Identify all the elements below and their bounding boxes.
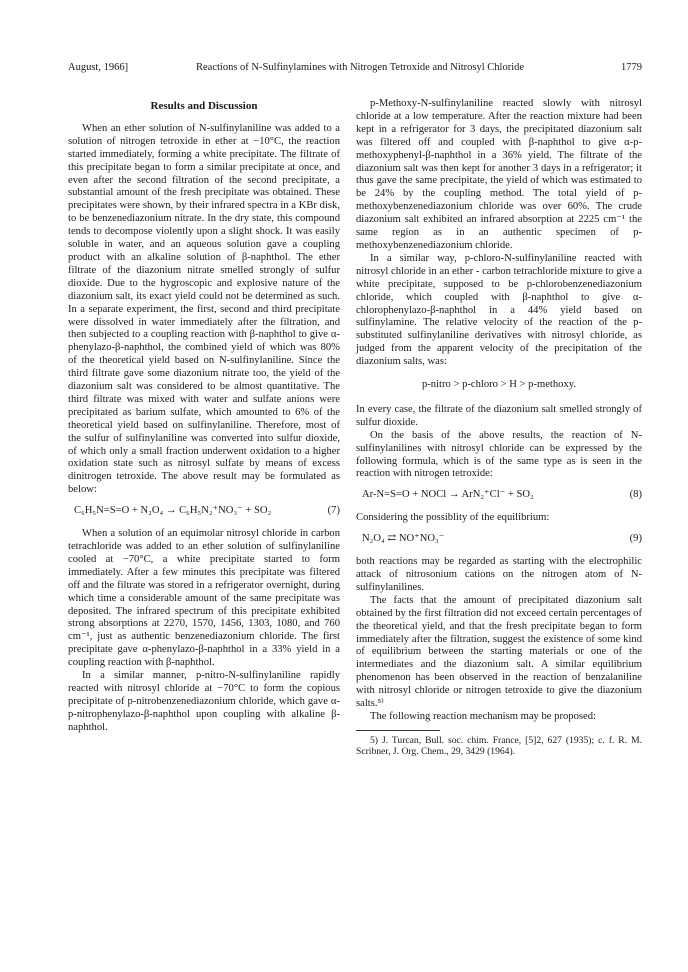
paragraph-electrophilic: both reactions may be regarded as starting with the electrophilic attack of nitrosonium cations on the nitrogen atom of N-sulfinylanilines.: [356, 556, 642, 593]
paragraph-p-chloro: In a similar way, p-chloro-N-sulfinylaniline reacted with nitrosyl chloride in an ether - carbon tetrachloride mixture to give a white precipitate, supposed to be p-chlorobenzenediazonium chloride, which coupled with β-naphthol to give α-chlorophenylazo-β-naphthol in a 44% yield based on sulfinylamine. The relative velocity of the reaction of the p-substituted sulfinylaniline derivatives with nitrosyl chloride, as judged from the apparent velocity of the precipitation of the diazonium salts, was:: [356, 252, 642, 368]
header-date: August, 1966]: [68, 62, 129, 73]
paragraph-p-methoxy: p-Methoxy-N-sulfinylaniline reacted slowly with nitrosyl chloride at a low temperature. After the reaction mixture had been kept in a refrigerator for 3 days, the precipitated diazonium salt was filtered off and coupled with β-naphthol to give α-p-methoxyphenyl-β-naphthol in a 36% yield. The filtrate of the diazonium salt was then kept for another 3 days in a refrigerator; it thus gave the same precipitate, the yield of which was estimated to be 24% by the coupling method. The total yield of p-methoxybenzenediazonium chloride was over 60%. The crude diazonium salt exhibited an infrared absorption at 2225 cm⁻¹ the same region as in an authentic specimen of p-methoxybenzenediazonium chloride.: [356, 98, 642, 251]
header-running-title: Reactions of N-Sulfinylamines with Nitrogen Tetroxide and Nitrosyl Chloride: [196, 62, 525, 73]
paragraph-basis: On the basis of the above results, the reaction of N-sulfinylanilines with nitrosyl chloride can be expressed by the following formula, which is of the same type as is seen in the reaction with nitrogen tetroxide:: [356, 429, 642, 480]
equation-9-number: (9): [629, 533, 642, 545]
paragraph-equilibrium: Considering the possiblity of the equilibrium:: [356, 512, 550, 524]
equation-8-number: (8): [629, 489, 642, 501]
paragraph-p-nitro: In a similar manner, p-nitro-N-sulfinylaniline rapidly reacted with nitrosyl chloride at −70°C to form the copious precipitate of p-nitrobenzenediazonium chloride, which gave α-p-nitrophenylazo-β-naphthol upon coupling with alkaline β-naphthol.: [68, 670, 340, 733]
equation-7-formula: C₆H₅N=S=O + N₂O₄ → C₆H₅N₂⁺NO₃⁻ + SO₂: [74, 505, 272, 517]
footnote-rule: [356, 730, 440, 731]
equation-7: [68, 505, 340, 518]
equation-9: [356, 533, 642, 546]
running-header: [68, 62, 642, 78]
paragraph-mechanism: The following reaction mechanism may be proposed:: [370, 710, 596, 722]
equation-8-formula: Ar-N=S=O + NOCl → ArN₂⁺Cl⁻ + SO₂: [362, 489, 534, 501]
reactivity-order: p-nitro > p-chloro > H > p-methoxy.: [421, 379, 577, 391]
section-title: Results and Discussion: [150, 100, 258, 112]
equation-8: [356, 489, 642, 502]
left-column: [68, 98, 340, 735]
paragraph-facts: The facts that the amount of precipitated diazonium salt obtained by the first filtration did not exceed certain percentages of the theoretical yield, and that the fresh precipitate began to form immediately after the filtration, suggest the existence of some kind of equilibrium between the starting materials or one of the intermediates and the diazonium salt. A similar equilibrium phenomenon has been observed in the reaction of benzalaniline with nitrosyl chloride or nitrogen tetroxide to give the diazonium salts.⁵⁾: [356, 594, 642, 710]
header-page-number: 1779: [621, 62, 642, 73]
footnote-5: 5) J. Turcan, Bull. soc. chim. France, [5]2, 627 (1935); c. f. R. M. Scribner, J. Org. Chem., 29, 3429 (1964).: [356, 734, 642, 758]
equation-9-formula: N₂O₄ ⇄ NO⁺NO₃⁻: [362, 533, 445, 545]
equation-7-number: (7): [327, 505, 340, 517]
paragraph-ether-solution: When an ether solution of N-sulfinylaniline was added to a solution of nitrogen tetroxide in ether at −10°C, the reaction started immediately, forming a white precipitate. The filtrate of this precipitate began to form a similar precipitate at once, and even after the second filtration of the second precipitate, a substantial amount of the fresh precipitate was obtained. These precipitates were shown, by their infrared spectra in a KBr disk, to be benzenediazonium nitrate. In the dry state, this compound tends to decompose violently upon a slight shock. It was easily soluble in water, and an aqueous solution gave a coupling product with an alkaline solution of β-naphthol. The ether filtrate of the diazonium nitrate smelled strongly of sulfur dioxide. Due to the hygroscopic and explosive nature of the diazonium salt, its exact yield could not be determined as such. In a separate experiment, the first, second and third precipitate were dissolved in water immediately after the filtration, and then subjected to a coupling reaction with β-naphthol to give α-phenylazo-β-naphthol, the combined yield of which was 80% of the theoretical yield based on N-sulfinylaniline. Since the third filtrate gave some diazonium nitrate too, the yield of the diazonium salt was considered to be almost quantitative. The third filtrate was mixed with water and sulfate anions were precipitated as barium sulfate, which amounted to 6% of the theoretical yield based on sulfinylaniline. Therefore, most of the sulfur of sulfinylaniline was converted into sulfur dioxide, of which only a small fraction underwent oxidation to a higher oxidation state such as nitrosyl sulfate by means of excess dinitrogen tetroxide. The above result may be formulated as below:: [68, 122, 340, 496]
paragraph-filtrate: In every case, the filtrate of the diazonium salt smelled strongly of sulfur dioxide.: [356, 403, 642, 428]
right-column: [356, 98, 642, 758]
paragraph-nitrosyl-chloride: When a solution of an equimolar nitrosyl chloride in carbon tetrachloride was added to an ether solution of sulfinylaniline cooled at −70°C, a white precipitate started to form immediately. After a few minutes this precipitate was filtered off and the filtrate was stored in a refrigerator overnight, during which time a considerable amount of the same precipitate was deposited. The infrared spectrum of this precipitate exhibited strong absorptions at 2270, 1570, 1456, 1303, 1080, and 760 cm⁻¹, just as authentic benzenediazonium chloride. The first precipitate gave α-phenylazo-β-naphthol in a 33% yield in a coupling reaction with β-naphthol.: [68, 528, 340, 669]
